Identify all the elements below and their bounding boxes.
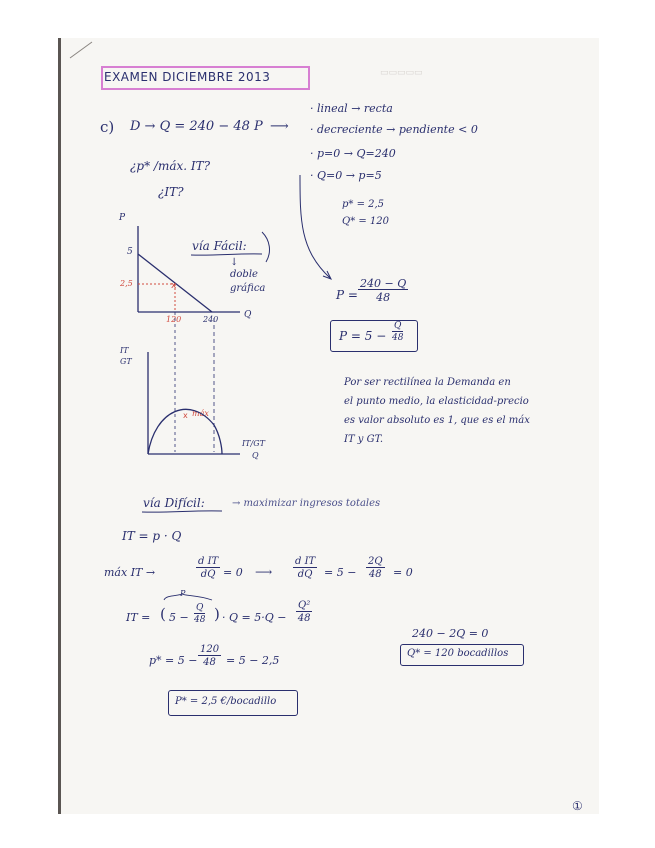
solve-equation: 240 − 2Q = 0 (412, 627, 489, 640)
page-number: ① (572, 799, 583, 813)
inverse-demand-denominator: 48 (376, 291, 391, 304)
graph2-max-mark: x (183, 411, 188, 420)
arrow-to-notes: ⟶ (270, 119, 289, 134)
explanation-line-2: el punto medio, la elasticidad-precio (344, 396, 529, 407)
boxed-price-denominator: 48 (392, 333, 404, 343)
paren-numerator: Q (194, 604, 205, 614)
derivative-1-denominator: dQ (200, 569, 216, 580)
note-decreasing: · decreciente → pendiente < 0 (310, 123, 478, 136)
exam-title: EXAMEN DICIEMBRE 2013 (104, 70, 271, 84)
graph1-tick-5: 5 (127, 247, 133, 257)
graph2-x-axis-label-q: Q (252, 451, 259, 460)
easy-way-line1: doble (230, 269, 258, 280)
easy-way-line2: gráfica (230, 283, 266, 294)
graph1-tick-2-5: 2,5 (120, 279, 133, 288)
note-q0: · Q=0 → p=5 (310, 169, 382, 182)
paren-inner: 5 − (169, 611, 189, 624)
pstar-denominator: 48 (203, 657, 216, 668)
pencil-mark (70, 42, 92, 58)
qstar-result: Q* = 120 bocadillos (407, 648, 509, 659)
connector-arrow (300, 175, 330, 278)
easy-way-underline (191, 254, 262, 255)
pstar-rest: = 5 − 2,5 (226, 654, 280, 667)
close-paren: ) (214, 605, 220, 623)
inverse-demand-numerator: 240 − Q (360, 277, 407, 290)
derivative-eq-zero-1: = 0 (223, 566, 243, 579)
explanation-line-1: Por ser rectilínea la Demanda en (344, 377, 511, 388)
graph2-max-label: máx (192, 409, 209, 418)
derivative-rhs: = 5 − (324, 566, 357, 579)
part-label: c) (100, 118, 115, 136)
brace-over-paren (164, 594, 212, 600)
derivative-2-numerator: d IT (295, 556, 316, 567)
q-squared-numerator: Q² (298, 600, 311, 611)
graph2-y-axis-label-gt: GT (120, 357, 132, 366)
easy-way-label: vía Fácil: (192, 239, 247, 253)
inverse-demand-lhs: P = (336, 288, 358, 302)
graph1-q-axis-label: Q (244, 310, 252, 320)
it-expanded-rest: · Q = 5·Q − (222, 611, 287, 624)
note-p0: · p=0 → Q=240 (310, 147, 396, 160)
note-pstar: p* = 2,5 (342, 199, 385, 210)
derivative-1-numerator: d IT (198, 556, 219, 567)
pstar-numerator: 120 (200, 644, 220, 655)
brace-p-label: P (180, 589, 186, 598)
graph2-x-axis-label-itgt: IT/GT (242, 439, 265, 448)
easy-way-arrow: ↓ (230, 257, 239, 268)
easy-way-bracket (262, 232, 269, 262)
derivative-rhs-eq-zero: = 0 (393, 566, 413, 579)
pstar-lhs: p* = 5 − (149, 654, 198, 667)
q-squared-denominator: 48 (297, 613, 311, 624)
boxed-price-lhs: P = 5 − (339, 329, 387, 343)
note-linear: · lineal → recta (310, 102, 393, 115)
derivative-2-denominator: dQ (297, 569, 313, 580)
hard-way-label: vía Difícil: (143, 496, 205, 510)
graph2-y-axis-label-it: IT (120, 346, 129, 355)
explanation-line-3: es valor absoluto es 1, que es el máx (344, 415, 530, 426)
hard-way-underline (142, 511, 222, 512)
graph1-tick-120: 120 (166, 315, 182, 324)
bleed-through-mark: ▭▭▭▭▭ (380, 68, 423, 78)
graph1-tick-240: 240 (203, 315, 219, 324)
question-max-price: ¿p* /máx. IT? (130, 159, 211, 173)
derivative-rhs-numerator: 2Q (368, 556, 383, 567)
demand-function: D → Q = 240 − 48 P (130, 119, 263, 134)
open-paren: ( (160, 605, 166, 623)
note-qstar: Q* = 120 (342, 216, 390, 227)
it-expanded-lhs: IT = (126, 611, 151, 624)
question-it: ¿IT? (158, 185, 184, 199)
boxed-price-numerator: Q (392, 322, 403, 332)
pstar-result: P* = 2,5 €/bocadillo (175, 696, 277, 707)
derivative-long-arrow: ⟶ (255, 565, 273, 579)
paren-denominator: 48 (194, 615, 206, 625)
graph1-p-axis-label: P (119, 213, 126, 223)
hard-way-note: → maximizar ingresos totales (232, 498, 381, 509)
total-revenue-definition: IT = p · Q (122, 529, 182, 543)
explanation-line-4: IT y GT. (344, 434, 383, 445)
max-it-prefix: máx IT → (104, 566, 156, 579)
derivative-rhs-denominator: 48 (368, 569, 382, 580)
graph1-midpoint-mark: x (171, 281, 177, 291)
